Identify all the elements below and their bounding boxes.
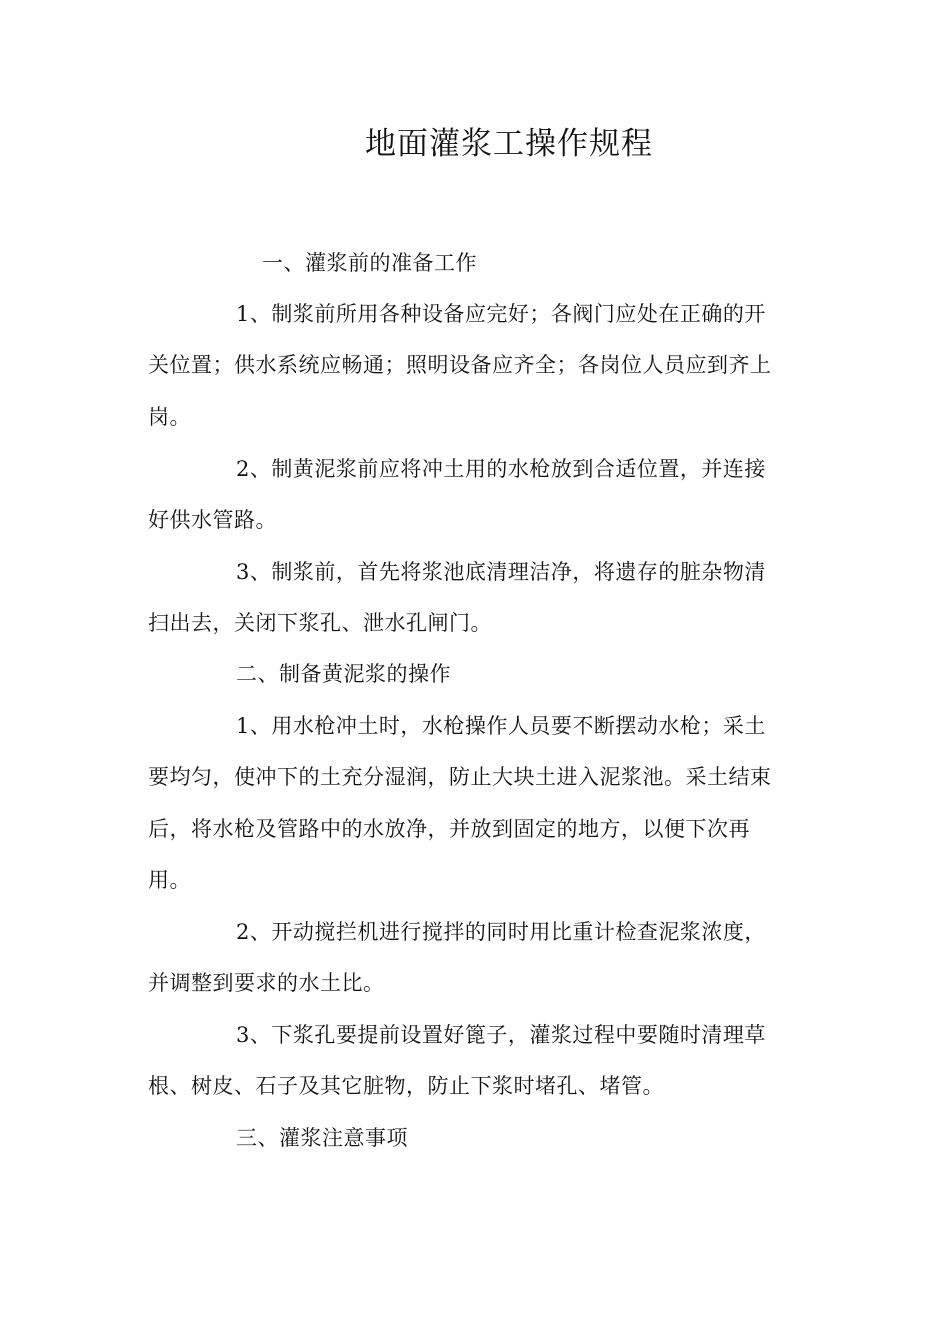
paragraph-line: 关位置；供水系统应畅通；照明设备应齐全；各岗位人员应到齐上 [148,353,772,377]
paragraph-line: 后，将水枪及管路中的水放净，并放到固定的地方，以便下次再 [148,817,750,841]
document-title: 地面灌浆工操作规程 [365,126,653,162]
paragraph-line: 3、制浆前，首先将浆池底清理洁净，将遗存的脏杂物清 [236,560,766,584]
paragraph-line: 岗。 [148,405,191,429]
section-heading-1: 一、灌浆前的准备工作 [262,251,477,275]
paragraph-line: 扫出去，关闭下浆孔、泄水孔闸门。 [148,611,492,635]
paragraph-line: 好供水管路。 [148,508,277,532]
paragraph-line: 2、制黄泥浆前应将冲土用的水枪放到合适位置，并连接 [236,457,766,481]
section-heading-3: 三、灌浆注意事项 [236,1126,408,1150]
paragraph-line: 并调整到要求的水土比。 [148,971,385,995]
paragraph-line: 1、制浆前所用各种设备应完好；各阀门应处在正确的开 [236,302,766,326]
paragraph-line: 3、下浆孔要提前设置好篦子，灌浆过程中要随时清理草 [236,1023,766,1047]
paragraph-line: 根、树皮、石子及其它脏物，防止下浆时堵孔、堵管。 [148,1074,664,1098]
paragraph-line: 2、开动搅拦机进行搅拌的同时用比重计检查泥浆浓度， [236,920,766,944]
paragraph-line: 1、用水枪冲土时，水枪操作人员要不断摆动水枪；采土 [236,714,766,738]
paragraph-line: 用。 [148,868,191,892]
paragraph-line: 要均匀，使冲下的土充分湿润，防止大块土进入泥浆池。采土结束 [148,765,772,789]
section-heading-2: 二、制备黄泥浆的操作 [236,662,451,686]
